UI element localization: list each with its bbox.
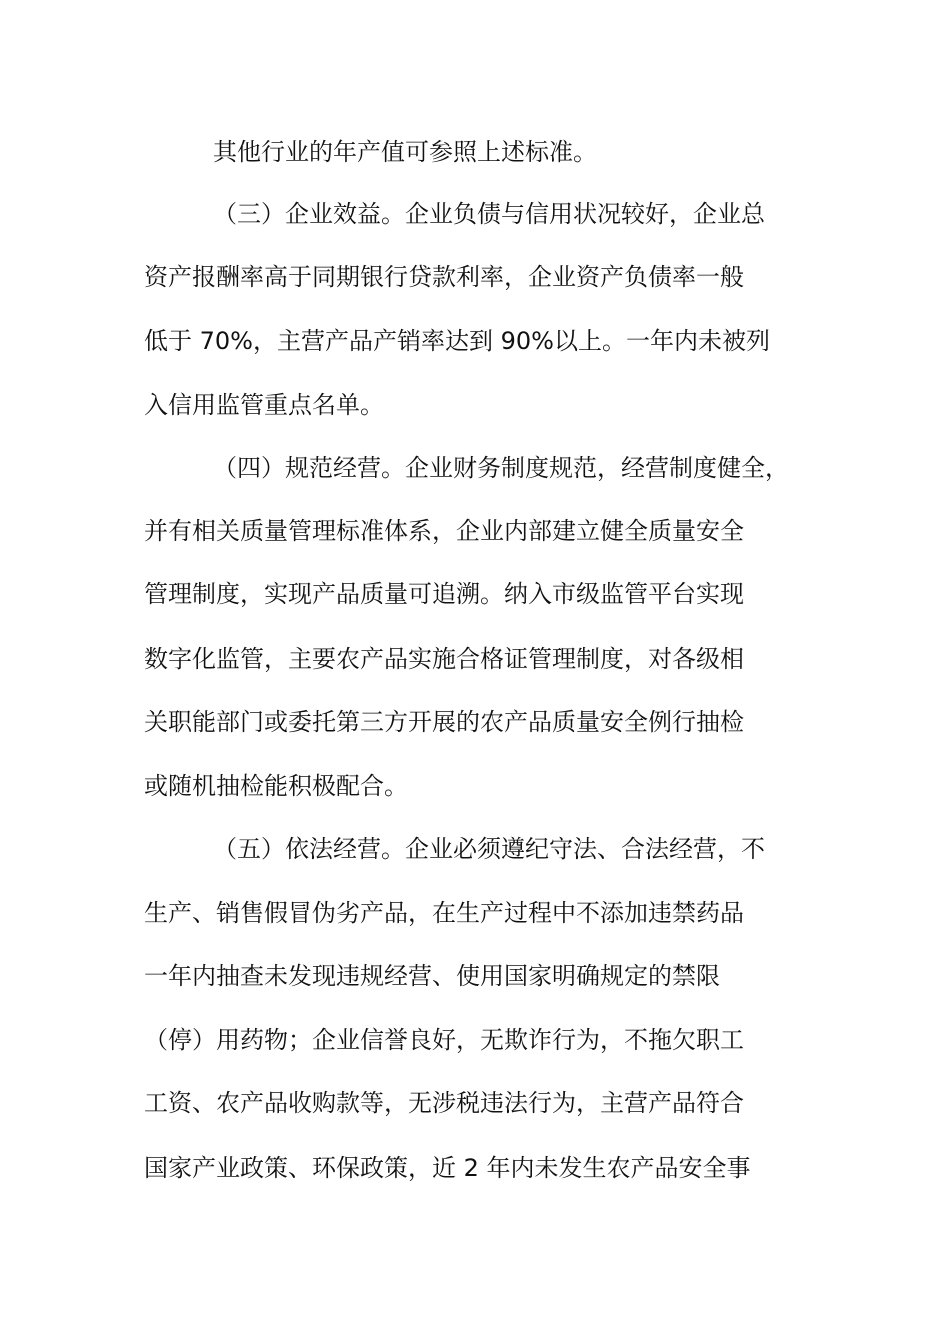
text-line: （四）规范经营。企业财务制度规范，经营制度健全， <box>213 454 789 482</box>
text-line: 工资、农产品收购款等，无涉税违法行为，主营产品符合 <box>144 1089 744 1117</box>
text-line: （五）依法经营。企业必须遵纪守法、合法经营，不 <box>213 835 765 863</box>
text-line: 数字化监管，主要农产品实施合格证管理制度，对各级相 <box>144 645 744 673</box>
text-line: 国家产业政策、环保政策，近 2 年内未发生农产品安全事 <box>144 1154 751 1182</box>
text-line: 生产、销售假冒伪劣产品，在生产过程中不添加违禁药品 <box>144 899 744 927</box>
text-line: （三）企业效益。企业负债与信用状况较好，企业总 <box>213 200 765 228</box>
text-line: 管理制度，实现产品质量可追溯。纳入市级监管平台实现 <box>144 580 744 608</box>
text-line: 关职能部门或委托第三方开展的农产品质量安全例行抽检 <box>144 708 744 736</box>
text-line: 一年内抽查未发现违规经营、使用国家明确规定的禁限 <box>144 962 720 990</box>
text-line: 入信用监管重点名单。 <box>144 391 384 419</box>
text-line: （停）用药物；企业信誉良好，无欺诈行为，不拖欠职工 <box>144 1026 744 1054</box>
text-line: 或随机抽检能积极配合。 <box>144 772 408 800</box>
text-line: 资产报酬率高于同期银行贷款利率，企业资产负债率一般 <box>144 263 744 291</box>
text-line: 低于 70%，主营产品产销率达到 90%以上。一年内未被列 <box>144 327 770 355</box>
text-line: 其他行业的年产值可参照上述标准。 <box>213 138 597 166</box>
text-line: 并有相关质量管理标准体系，企业内部建立健全质量安全 <box>144 517 744 545</box>
